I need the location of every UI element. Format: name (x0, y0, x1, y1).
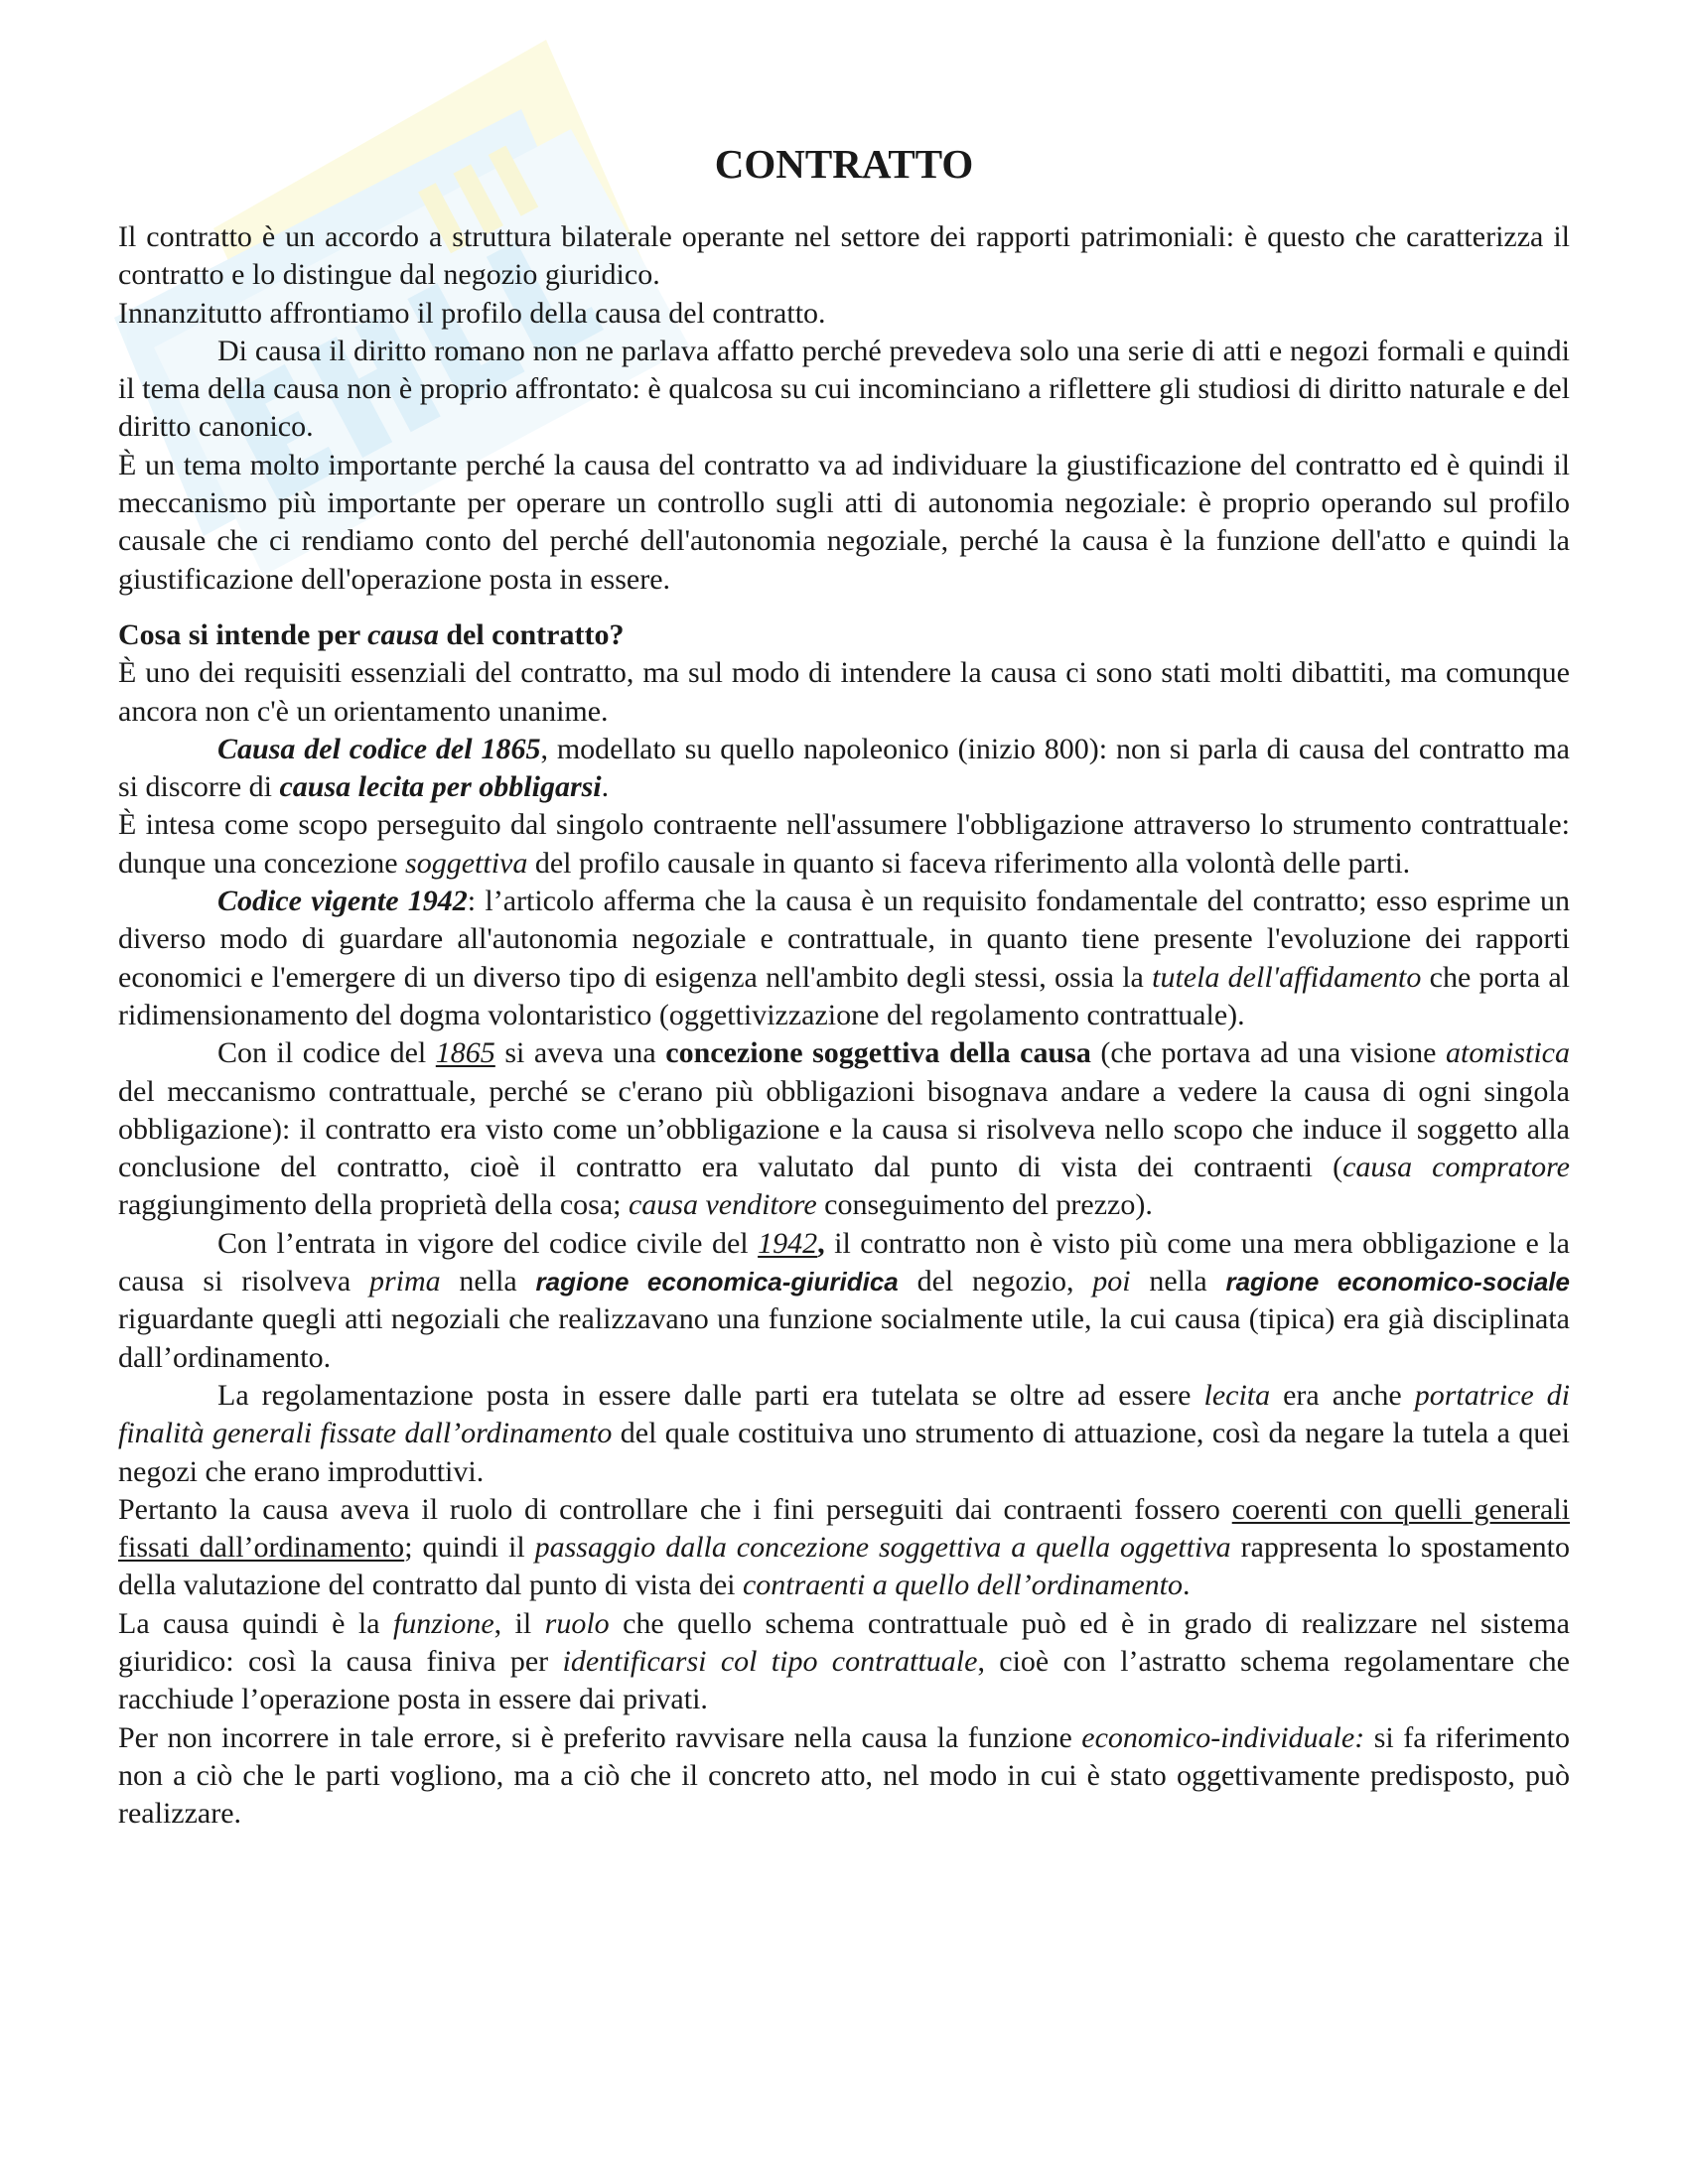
paragraph-requisiti: È uno dei requisiti essenziali del contratto, ma sul modo di intendere la causa ci sono stati molti dibattiti, ma comunque ancora non c'è un orientamento unanime. (118, 656, 1570, 728)
paragraph-profilo: Innanzitutto affrontiamo il profilo della causa del contratto. (118, 296, 826, 330)
paragraph-diritto-romano: Di causa il diritto romano non ne parlava affatto perché prevedeva solo una serie di atti e negozi formali e quindi il tema della causa non è proprio affrontato: è qualcosa su cui incominciano a riflettere gli studiosi di diritto naturale e del diritto canonico. (118, 334, 1570, 444)
paragraph-funzione: La causa quindi è la funzione, il ruolo che quello schema contrattuale può ed è in grado di realizzare nel sistema giuridico: così la causa finiva per identificarsi col tipo contrattuale, cioè con l’astratto schema regolamentare che racchiude l’operazione posta in essere dai privati. (118, 1606, 1570, 1716)
section-heading: Cosa si intende per causa del contratto? (118, 617, 625, 651)
document-title: CONTRATTO (714, 141, 974, 187)
paragraph-economico-individuale: Per non incorrere in tale errore, si è preferito ravvisare nella causa la funzione economico-individuale: si fa riferimento non a ciò che le parti vogliono, ma a ciò che il concreto atto, nel modo in cui è stato oggettivamente predisposto, può realizzare. (118, 1720, 1570, 1831)
paragraph-concezione-soggettiva: Con il codice del 1865 si aveva una concezione soggettiva della causa (che portava ad una visione atomistica del meccanismo contrattuale, perché se c'erano più obbligazioni bisognava andare a vedere la causa di ogni singola obbligazione): il contratto era visto come un’obbligazione e la causa si risolveva nello scopo che induce il soggetto alla conclusione del contratto, cioè il contratto era valutato dal punto di vista dei contraenti (causa compratore raggiungimento della proprietà della cosa; causa venditore conseguimento del prezzo). (118, 1036, 1571, 1222)
paragraph-ruolo-causa: Pertanto la causa aveva il ruolo di controllare che i fini perseguiti dai contraenti fossero coerenti con quelli generali fissati dall’ordinamento; quindi il passaggio dalla concezione soggettiva a quella oggettiva rappresenta lo spostamento della valutazione del contratto dal punto di vista dei contraenti a quello dell’ordinamento. (118, 1492, 1571, 1602)
paragraph-tema-importante: È un tema molto importante perché la causa del contratto va ad individuare la giustificazione del contratto ed è quindi il meccanismo più importante per operare un controllo sugli atti di autonomia negoziale: è proprio operando sul profilo causale che ci rendiamo conto del perché dell'autonomia negoziale, perché la causa è la funzione dell'atto e quindi la giustificazione dell'operazione posta in essere. (118, 448, 1570, 596)
document-page (118, 129, 1570, 1833)
paragraph-regolamentazione: La regolamentazione posta in essere dalle parti era tutelata se oltre ad essere lecita era anche portatrice di finalità generali fissate dall’ordinamento del quale costituiva uno strumento di attuazione, così da negare la tutela a quei negozi che erano improduttivi. (118, 1378, 1571, 1488)
paragraph-scopo: È intesa come scopo perseguito dal singolo contraente nell'assumere l'obbligazione attraverso lo strumento contrattuale: dunque una concezione soggettiva del profilo causale in quanto si faceva riferimento alla volontà delle parti. (118, 808, 1570, 880)
paragraph-codice-1865: Causa del codice del 1865, modellato su quello napoleonico (inizio 800): non si parla di causa del contratto ma si discorre di causa lecita per obbligarsi. (118, 732, 1570, 804)
paragraph-codice-civile: Con l’entrata in vigore del codice civile del 1942, il contratto non è visto più come una mera obbligazione e la causa si risolveva prima nella ragione economica-giuridica del negozio, poi nella ragione economico-sociale riguardante quegli atti negoziali che realizzavano una funzione socialmente utile, la cui causa (tipica) era già disciplinata dall’ordinamento. (118, 1226, 1570, 1374)
paragraph-intro: Il contratto è un accordo a struttura bilaterale operante nel settore dei rapporti patrimoniali: è questo che caratterizza il contratto e lo distingue dal negozio giuridico. (118, 220, 1570, 292)
paragraph-codice-1942: Codice vigente 1942: l’articolo afferma che la causa è un requisito fondamentale del contratto; esso esprime un diverso modo di guardare all'autonomia negoziale e contrattuale, in quanto tiene presente l'evoluzione dei rapporti economici e l'emergere di un diverso tipo di esigenza nell'ambito degli stessi, ossia la tutela dell'affidamento che porta al ridimensionamento del dogma volontaristico (oggettivizzazione del regolamento contrattuale). (118, 885, 1571, 1031)
